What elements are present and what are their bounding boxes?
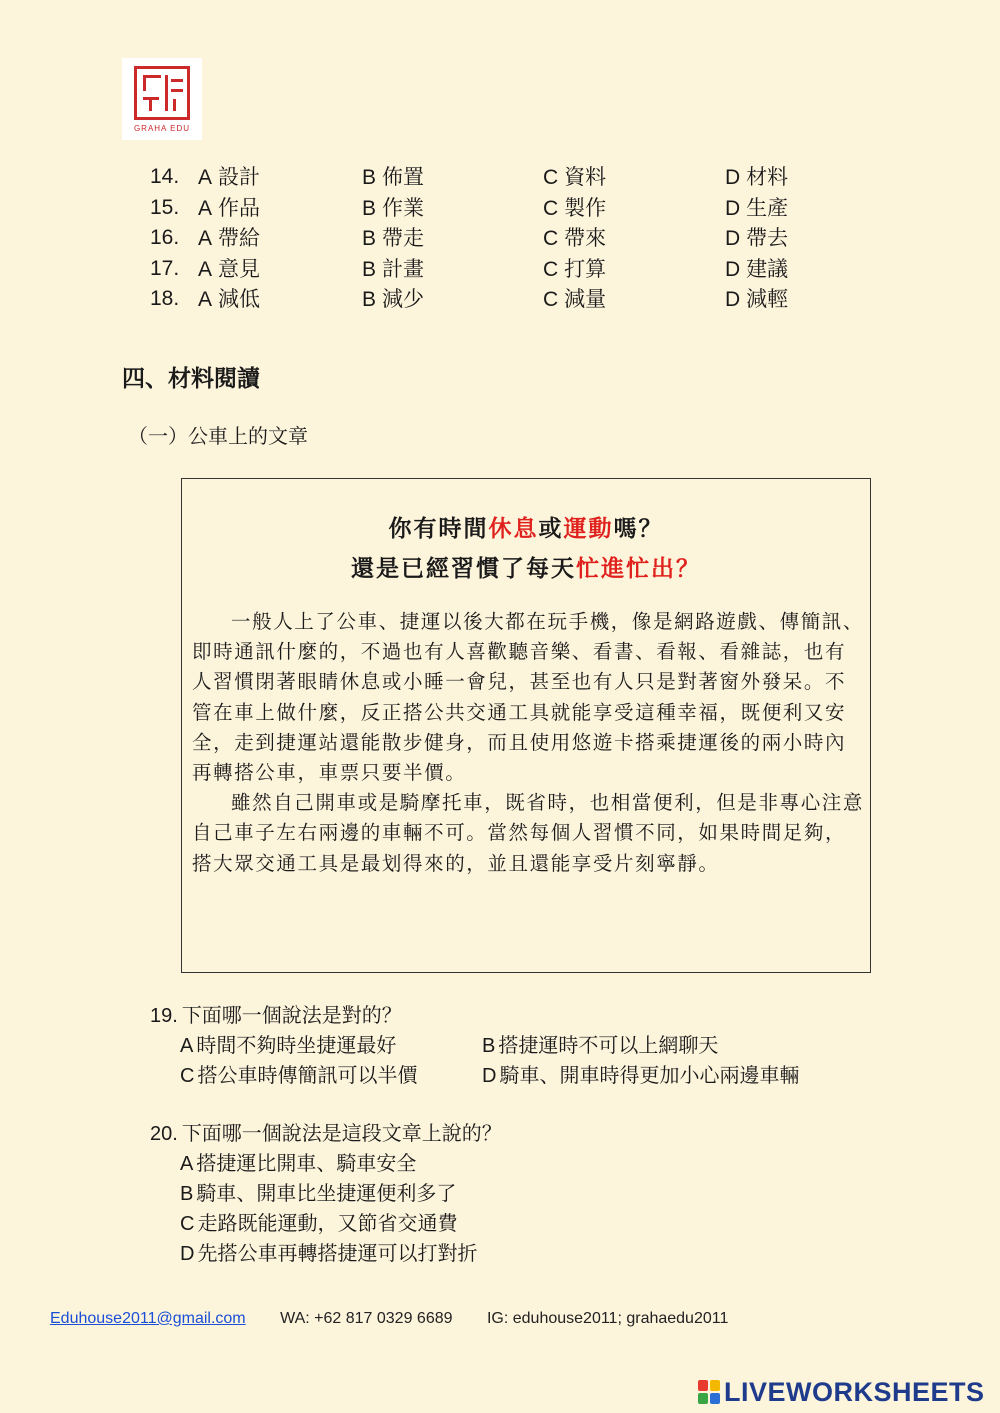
option-d[interactable]: D 生產 [725,195,789,220]
option-b[interactable]: B 帶走 [362,226,425,250]
brand-name: LIVEWORKSHEETS [724,1376,985,1407]
option-b[interactable]: B 佈置 [362,165,425,189]
option-d[interactable]: D 減輕 [725,287,789,311]
question-19 [150,1000,890,1090]
question-number: 17. [150,256,180,280]
question-number: 19. [150,1005,178,1027]
option-d[interactable]: D 建議 [725,256,789,281]
question-number: 15. [150,195,180,219]
article-body [192,607,864,879]
option-d[interactable]: D 材料 [725,165,789,189]
question-text: 下面哪一個說法是對的？ [181,1003,402,1027]
logo-seal-icon [134,66,190,120]
answer-b[interactable]: B 搭捷運時不可以上網聊天 [482,1033,719,1057]
option-c[interactable]: C 打算 [543,256,607,281]
article-headline [182,509,870,589]
option-c[interactable]: C 減量 [543,287,607,311]
question-text: 下面哪一個說法是這段文章上說的？ [181,1121,502,1145]
options-list [150,162,870,315]
question-20 [150,1118,750,1268]
article-paragraph: 一般人上了公車、捷運以後大都在玩手機，像是網路遊戲、傳簡訊、即時通訊什麼的，不過也有人喜歡聽音樂、看書、看報、看雜誌，也有人習慣閉著眼睛休息或小睡一會兒，甚至也有人只是對著窗外發呆。不管在車上做什麼，反正搭公共交通工具就能享受這種幸福，既便利又安全，走到捷運站還能散步健身，而且使用悠遊卡搭乘捷運後的兩小時內再轉搭公車，車票只要半價。 [192,610,865,785]
liveworksheets-brand[interactable] [698,1378,985,1406]
answer-a[interactable]: A 搭捷運比開車、騎車安全 [180,1151,417,1175]
option-c[interactable]: C 製作 [543,195,607,220]
answer-a[interactable]: A 時間不夠時坐捷運最好 [180,1033,397,1057]
liveworksheets-logo-icon [698,1380,720,1404]
answer-b[interactable]: B 騎車、開車比坐捷運便利多了 [180,1181,457,1205]
answer-c[interactable]: C 搭公車時傳簡訊可以半價 [180,1063,418,1087]
option-row [150,284,870,315]
option-d[interactable]: D 帶去 [725,226,789,250]
option-a[interactable]: A 設計 [198,165,261,189]
option-b[interactable]: B 減少 [362,287,425,311]
logo [122,58,202,140]
headline-line-2: 還是已經習慣了每天忙進忙出？ [351,555,701,582]
option-a[interactable]: A 意見 [198,256,261,281]
option-a[interactable]: A 減低 [198,287,261,311]
answer-c[interactable]: C 走路既能運動，又節省交通費 [180,1211,458,1235]
question-number: 14. [150,165,180,188]
whatsapp-contact: WA: +62 817 0329 6689 [280,1310,453,1327]
option-b[interactable]: B 計畫 [362,256,425,281]
option-row [150,254,870,285]
logo-caption: GRAHA EDU [133,124,191,133]
sub-title: （一）公車上的文章 [128,424,308,448]
option-a[interactable]: A 作品 [198,195,261,220]
answer-d[interactable]: D 先搭公車再轉搭捷運可以打對折 [180,1241,478,1265]
option-row [150,193,870,224]
question-number: 20. [150,1123,178,1145]
option-c[interactable]: C 帶來 [543,226,607,250]
option-a[interactable]: A 帶給 [198,226,261,250]
option-c[interactable]: C 資料 [543,165,607,189]
answer-d[interactable]: D 騎車、開車時得更加小心兩邊車輛 [482,1063,800,1087]
option-row [150,162,870,193]
instagram-contact: IG: eduhouse2011; grahaedu2011 [486,1310,729,1327]
option-row [150,223,870,254]
question-number: 18. [150,287,180,310]
question-number: 16. [150,226,180,249]
email-link[interactable]: Eduhouse2011@gmail.com [50,1310,246,1327]
article-box [181,478,871,973]
article-paragraph: 雖然自己開車或是騎摩托車，既省時，也相當便利，但是非專心注意自己車子左右兩邊的車輛不可。當然每個人習慣不同，如果時間足夠，搭大眾交通工具是最划得來的，並且還能享受片刻寧靜。 [192,791,865,875]
headline-line-1: 你有時間休息或運動嗎？ [388,515,664,542]
section-title: 四、材料閱讀 [122,365,260,392]
option-b[interactable]: B 作業 [362,195,425,220]
footer [50,1310,758,1328]
